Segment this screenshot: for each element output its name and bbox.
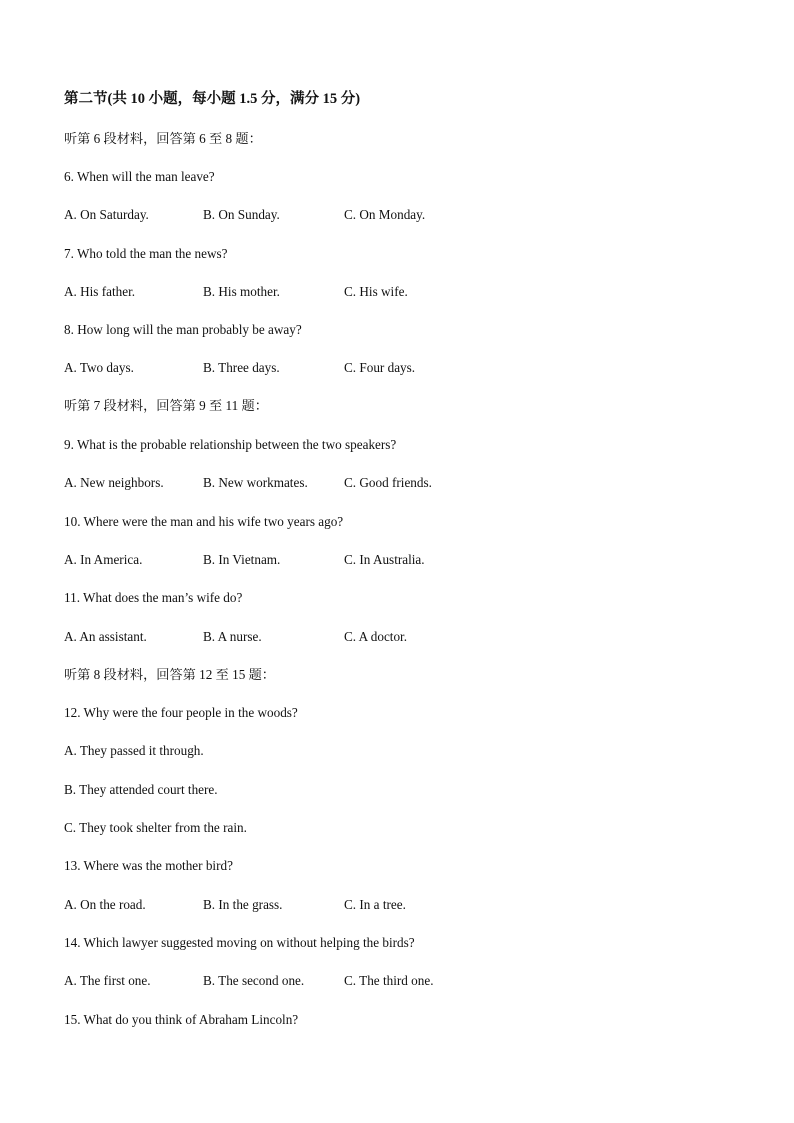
option-a: A. In America. <box>64 552 143 567</box>
option-c: C. On Monday. <box>344 207 426 222</box>
option-c: C. They took shelter from the rain. <box>64 820 247 835</box>
option-b: B. New workmates. <box>203 475 308 490</box>
option-c: C. The third one. <box>344 973 434 988</box>
question-text: 10. Where were the man and his wife two years ago? <box>64 514 344 529</box>
option-a: A. New neighbors. <box>64 475 164 490</box>
question-text: 13. Where was the mother bird? <box>64 858 233 873</box>
option-b: B. On Sunday. <box>203 207 280 222</box>
option-b: B. In Vietnam. <box>203 552 281 567</box>
question-text: 11. What does the man’s wife do? <box>64 590 243 605</box>
section-heading: 第二节(共 10 小题，每小题 1.5 分，满分 15 分) <box>64 91 361 107</box>
option-c: C. Four days. <box>344 360 416 375</box>
option-c: C. In a tree. <box>344 897 406 912</box>
option-b: B. The second one. <box>203 973 305 988</box>
option-a: A. The first one. <box>64 973 151 988</box>
option-a: A. On Saturday. <box>64 207 149 222</box>
option-c: C. A doctor. <box>344 629 408 644</box>
option-a: A. Two days. <box>64 360 134 375</box>
group-instruction: 听第 6 段材料，回答第 6 至 8 题： <box>64 131 262 146</box>
group-instruction: 听第 7 段材料，回答第 9 至 11 题： <box>64 398 268 413</box>
option-c: C. Good friends. <box>344 475 432 490</box>
option-b: B. They attended court there. <box>64 782 218 797</box>
option-a: A. An assistant. <box>64 629 147 644</box>
option-b: B. A nurse. <box>203 629 262 644</box>
question-text: 7. Who told the man the news? <box>64 246 228 261</box>
option-c: C. In Australia. <box>344 552 425 567</box>
question-text: 14. Which lawyer suggested moving on without helping the birds? <box>64 935 415 950</box>
group-instruction: 听第 8 段材料，回答第 12 至 15 题： <box>64 667 275 682</box>
option-b: B. Three days. <box>203 360 280 375</box>
question-text: 8. How long will the man probably be away? <box>64 322 302 337</box>
question-text: 12. Why were the four people in the woods? <box>64 705 298 720</box>
option-b: B. In the grass. <box>203 897 283 912</box>
question-text: 15. What do you think of Abraham Lincoln? <box>64 1012 299 1027</box>
option-a: A. They passed it through. <box>64 743 204 758</box>
question-text: 6. When will the man leave? <box>64 169 215 184</box>
option-c: C. His wife. <box>344 284 408 299</box>
option-b: B. His mother. <box>203 284 280 299</box>
option-a: A. On the road. <box>64 897 146 912</box>
question-text: 9. What is the probable relationship between the two speakers? <box>64 437 397 452</box>
option-a: A. His father. <box>64 284 136 299</box>
